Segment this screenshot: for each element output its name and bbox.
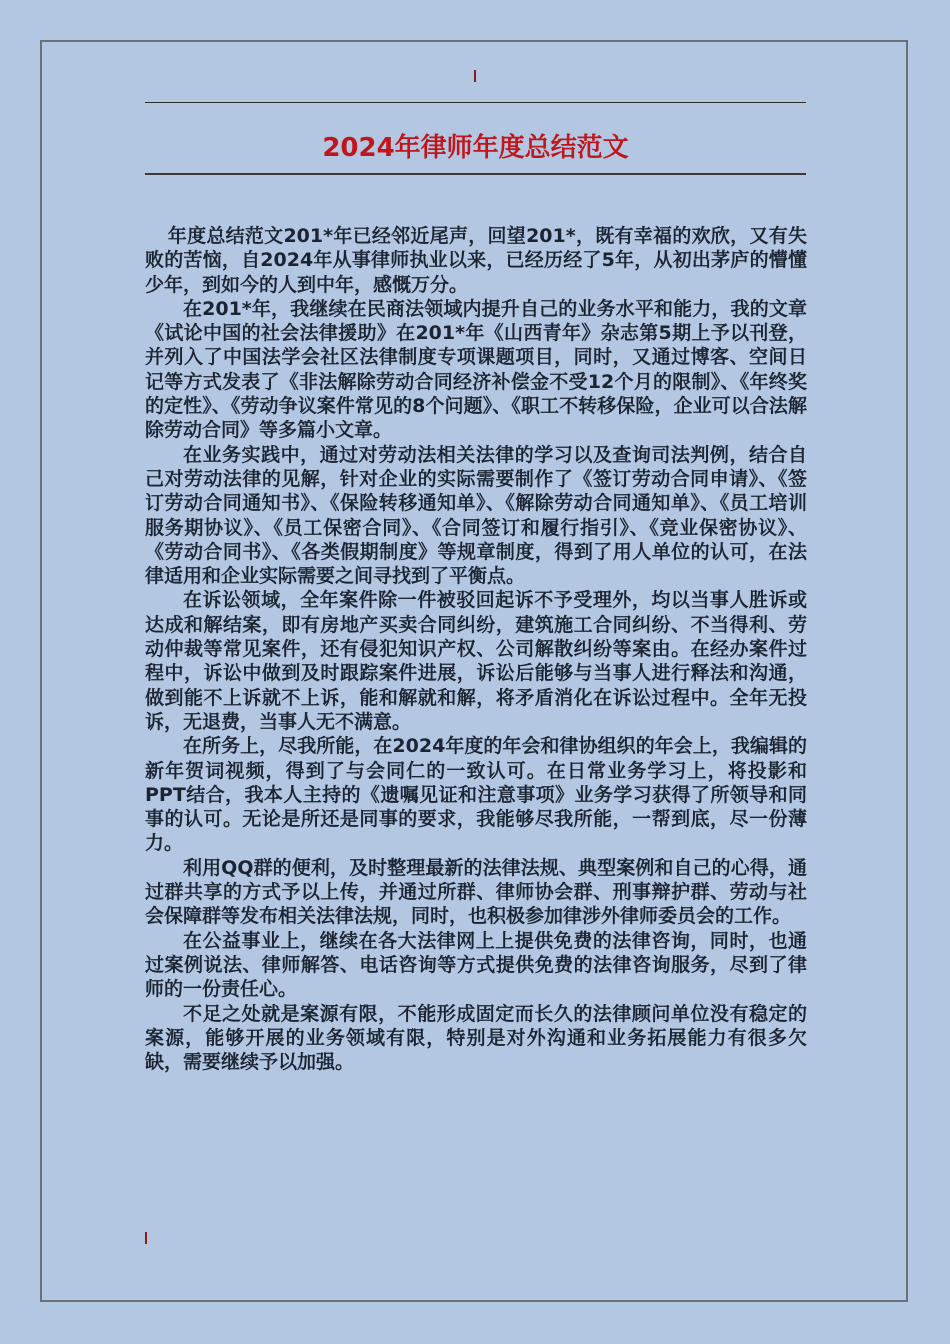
- paragraph-public-welfare: 在公益事业上，继续在各大法律网上上提供免费的法律咨询，同时，也通过案例说法、律师解答、电话咨询等方式提供免费的法律咨询服务，尽到了律师的一份责任心。: [145, 929, 807, 1001]
- paragraph-shortcomings: 不足之处就是案源有限，不能形成固定而长久的法律顾问单位没有稳定的案源，能够开展的业务领域有限，特别是对外沟通和业务拓展能力有很多欠缺，需要继续予以加强。: [145, 1002, 807, 1074]
- paragraph-publications: 在201*年，我继续在民商法领域内提升自己的业务水平和能力，我的文章《试论中国的社会法律援助》在201*年《山西青年》杂志第5期上予以刊登，并列入了中国法学会社区法律制度专项课题项目，同时，又通过博客、空间日记等方式发表了《非法解除劳动合同经济补偿金不受12个月的限制》、《年终奖的定性》、《劳动争议案件常见的8个问题》、《职工不转移保险，企业可以合法解除劳动合同》等多篇小文章。: [145, 297, 807, 442]
- document-title: 2024年律师年度总结范文: [322, 133, 629, 163]
- title-underline: [145, 173, 806, 175]
- footer-marker: [145, 1232, 147, 1244]
- header-marker: [474, 70, 476, 82]
- document-body: [145, 224, 807, 1074]
- paragraph-qq-groups: 利用QQ群的便利，及时整理最新的法律法规、典型案例和自己的心得，通过群共享的方式予以上传，并通过所群、律师协会群、刑事辩护群、劳动与社会保障群等发布相关法律法规，同时，也积极参加律涉外律师委员会的工作。: [145, 856, 807, 928]
- paragraph-litigation: 在诉讼领域，全年案件除一件被驳回起诉不予受理外，均以当事人胜诉或达成和解结案，即有房地产买卖合同纠纷，建筑施工合同纠纷、不当得利、劳动仲裁等常见案件，还有侵犯知识产权、公司解散纠纷等案由。在经办案件过程中，诉讼中做到及时跟踪案件进展，诉讼后能够与当事人进行释法和沟通，做到能不上诉就不上诉，能和解就和解，将矛盾消化在诉讼过程中。全年无投诉，无退费，当事人无不满意。: [145, 589, 807, 733]
- header-rule: [145, 102, 806, 103]
- paragraph-intro: 年度总结范文201*年已经邻近尾声，回望201*，既有幸福的欢欣，又有失败的苦恼，自2024年从事律师执业以来，已经历经了5年，从初出茅庐的懵懂少年，到如今的人到中年，感慨万分。: [145, 225, 807, 296]
- paragraph-practice: 在业务实践中，通过对劳动法相关法律的学习以及查询司法判例，结合自己对劳动法律的见解，针对企业的实际需要制作了《签订劳动合同申请》、《签订劳动合同通知书》、《保险转移通知单》、《解除劳动合同通知单》、《员工培训服务期协议》、《员工保密合同》、《合同签订和履行指引》、《竞业保密协议》、《劳动合同书》、《各类假期制度》等规章制度，得到了用人单位的认可，在法律适用和企业实际需要之间寻找到了平衡点。: [145, 443, 807, 588]
- paragraph-firm-affairs: 在所务上，尽我所能，在2024年度的年会和律协组织的年会上，我编辑的新年贺词视频，得到了与会同仁的一致认可。在日常业务学习上，将投影和PPT结合，我本人主持的《遗嘱见证和注意事项》业务学习获得了所领导和同事的认可。无论是所还是同事的要求，我能够尽我所能，一帮到底，尽一份薄力。: [145, 735, 807, 855]
